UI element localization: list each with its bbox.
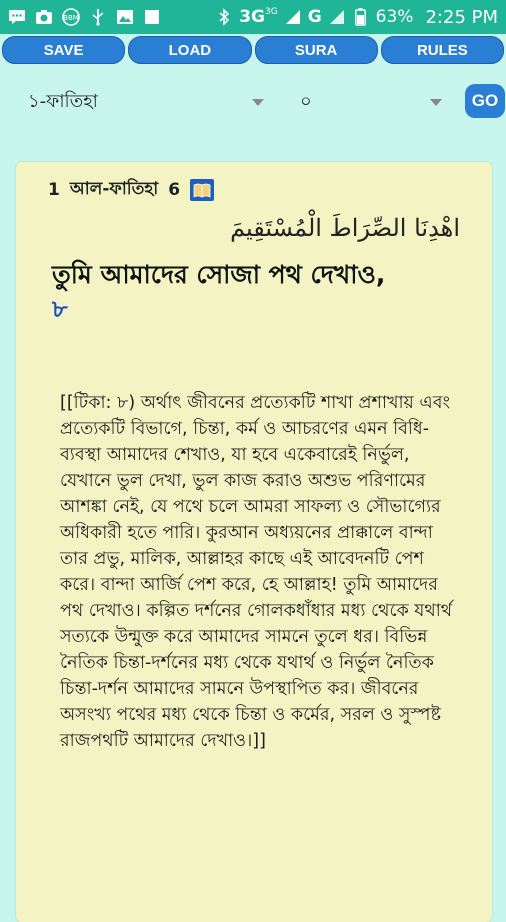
book-icon[interactable] [190,179,214,201]
load-button[interactable]: LOAD [128,36,251,64]
sura-number: 1 [48,180,60,200]
go-button[interactable]: GO [465,84,505,118]
bluetooth-icon [215,8,233,26]
square-icon [143,8,161,26]
clock: 2:25 PM [425,6,498,28]
sura-dropdown-value: ১-ফাতিহা [28,90,98,112]
footnote-marker[interactable]: ৮ [52,295,68,323]
verse-card [16,162,492,922]
rules-button[interactable]: RULES [381,36,504,64]
message-icon [8,8,26,26]
ayah-dropdown-value: ০ [300,90,312,112]
gallery-icon [116,8,134,26]
carrier2-type: G [307,7,322,27]
translation-text: তুমি আমাদের সোজা পথ দেখাও, [52,260,386,289]
verse-header [48,176,214,204]
network-sup: 3G [265,7,278,17]
chevron-down-icon [252,99,264,106]
battery-percent: 63% [375,7,414,27]
signal-icon [328,8,346,26]
verse-translation [52,258,462,326]
camera-icon [35,8,53,26]
sura-button[interactable]: SURA [255,36,378,64]
selector-row [0,80,506,124]
chevron-down-icon [430,99,442,106]
arabic-verse: اهْدِنَا الصِّرَاطَ الْمُسْتَقِيمَ [230,214,460,242]
notification-icons [8,8,215,26]
toolbar [0,34,506,64]
system-indicators [215,7,498,28]
ayah-number: 6 [168,180,181,200]
sura-dropdown[interactable] [28,88,264,116]
battery-icon [352,8,370,26]
tafsir-text: [[টিকা: ৮) অর্থাৎ জীবনের প্রত্যেকটি শাখা প্রশাখায় এবং প্রত্যেকটি বিভাগে, চিন্তা, কর্ম ও আচরণের এমন বিধি-ব্যবস্থা আমাদের শেখাও, যা হবে একেবারেই নির্ভুল, যেখানে ভুল দেখা, ভুল কাজ করাও অশুভ পরিণামের আশঙ্কা নেই, যে পথে চলে আমরা সাফল্য ও সৌভাগ্যের অধিকারী হতে পারি। কুরআন অধ্যয়নের প্রাক্কালে বান্দা তার প্রভু, মালিক, আল্লাহর কাছে এই আবেদনটি পেশ করে। বান্দা আর্জি পেশ করে, হে আল্লাহ! তুমি আমাদের পথ দেখাও। কল্পিত দর্শনের গোলকধাঁধার মধ্য থেকে যথার্থ সত্যকে উন্মুক্ত করে আমাদের সামনে তুলে ধর। বিভিন্ন নৈতিক চিন্তা-দর্শনের মধ্য থেকে যথার্থ ও নির্ভুল নৈতিক চিন্তা-দর্শন আমাদের সামনে উপস্থাপিত কর। জীবনের অসংখ্য পথের মধ্য থেকে চিন্তা ও কর্মের, সরল ও সুস্পষ্ট রাজপথটি আমাদের দেখাও।]] [60,393,453,751]
usb-icon [89,8,107,26]
signal-icon [284,8,302,26]
status-bar [0,0,506,34]
sura-name: আল-ফাতিহা [69,179,159,199]
svg-text:BBM: BBM [63,14,79,22]
network-type: 3G [239,7,265,27]
ayah-dropdown[interactable] [300,88,442,116]
save-button[interactable]: SAVE [2,36,125,64]
bbm-icon [62,8,80,26]
